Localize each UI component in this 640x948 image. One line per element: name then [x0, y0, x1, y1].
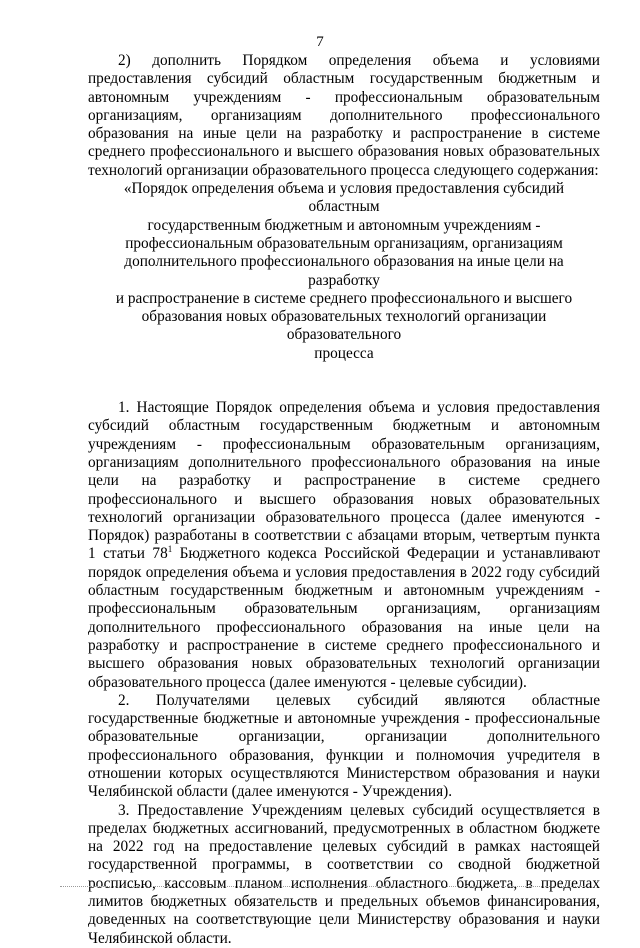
title-line: и распространение в системе среднего профессионального и высшего [115, 289, 573, 307]
title-line: государственным бюджетным и автономным учреждениям - [147, 216, 541, 234]
intro-paragraph: 2) дополнить Порядком определения объема и условиями предоставления субсидий областным государственным бюджетным и автономным учреждениям - профессиональным образовательным организациям, организациям дополнительного профессионального образования на иные цели на разработку и распространение в системе среднего профессионального и высшего образования новых образовательных технологий организации образовательного процесса следующего содержания: [88, 52, 600, 179]
page-number: 7 [316, 34, 324, 50]
document-body [88, 52, 600, 948]
title-line: «Порядок определения объема и условия предоставления субсидий областным [123, 180, 565, 216]
page-bottom-divider [60, 886, 592, 887]
order-title [88, 180, 600, 363]
title-line: профессиональным образовательным организациям, организациям [125, 234, 563, 252]
paragraph-1 [88, 399, 600, 692]
paragraph-1-text: 1. Настоящие Порядок определения объема и условия предоставления субсидий областным государственным бюджетным и автономным учреждениям - профессиональным образовательным организациям, организациям дополнительного профессионального образования на иные цели на разработку и распространение в системе среднего профессионального и высшего образования новых образовательных технологий организации образовательного процесса (далее именуются - Порядок) разработаны в соответствии с абзацами вторым, четвертым пункта 1 статьи 78 [88, 399, 600, 563]
paragraph-3: 3. Предоставление Учреждениям целевых субсидий осуществляется в пределах бюджетных ассигнований, предусмотренных в областном бюджете на 2022 год на предоставление целевых субсидий в рамках настоящей государственной программы, в соответствии со сводной бюджетной росписью, кассовым планом исполнения областного бюджета, в пределах лимитов бюджетных обязательств и предельных объемов финансирования, доведенных на соответствующие цели Министерству образования и науки Челябинской области. [88, 801, 600, 947]
title-line: процесса [314, 344, 374, 362]
title-line: дополнительного профессионального образования на иные цели на разработку [124, 253, 564, 289]
paragraph-2: 2. Получателями целевых субсидий являются областные государственные бюджетные и автономные учреждения - профессиональные образовательные организации, организации дополнительного профессионального образования, функции и полномочия учредителя в отношении которых осуществляются Министерством образования и науки Челябинской области (далее именуются - Учреждения). [88, 691, 600, 801]
article-superscript: 1 [167, 544, 173, 555]
paragraph-1-text-cont: Бюджетного кодекса Российской Федерации и устанавливают порядок определения объема и условия предоставления в 2022 году субсидий областным государственным бюджетным и автономным учреждениям - профессиональным образовательным организациям, организациям дополнительного профессионального образования на иные цели на разработку и распространение в системе среднего профессионального и высшего образования новых образовательных технологий организации образовательного процесса (далее именуются - целевые субсидии). [88, 545, 600, 691]
spacer [88, 363, 600, 399]
title-line: образования новых образовательных технологий организации образовательного [141, 308, 547, 344]
